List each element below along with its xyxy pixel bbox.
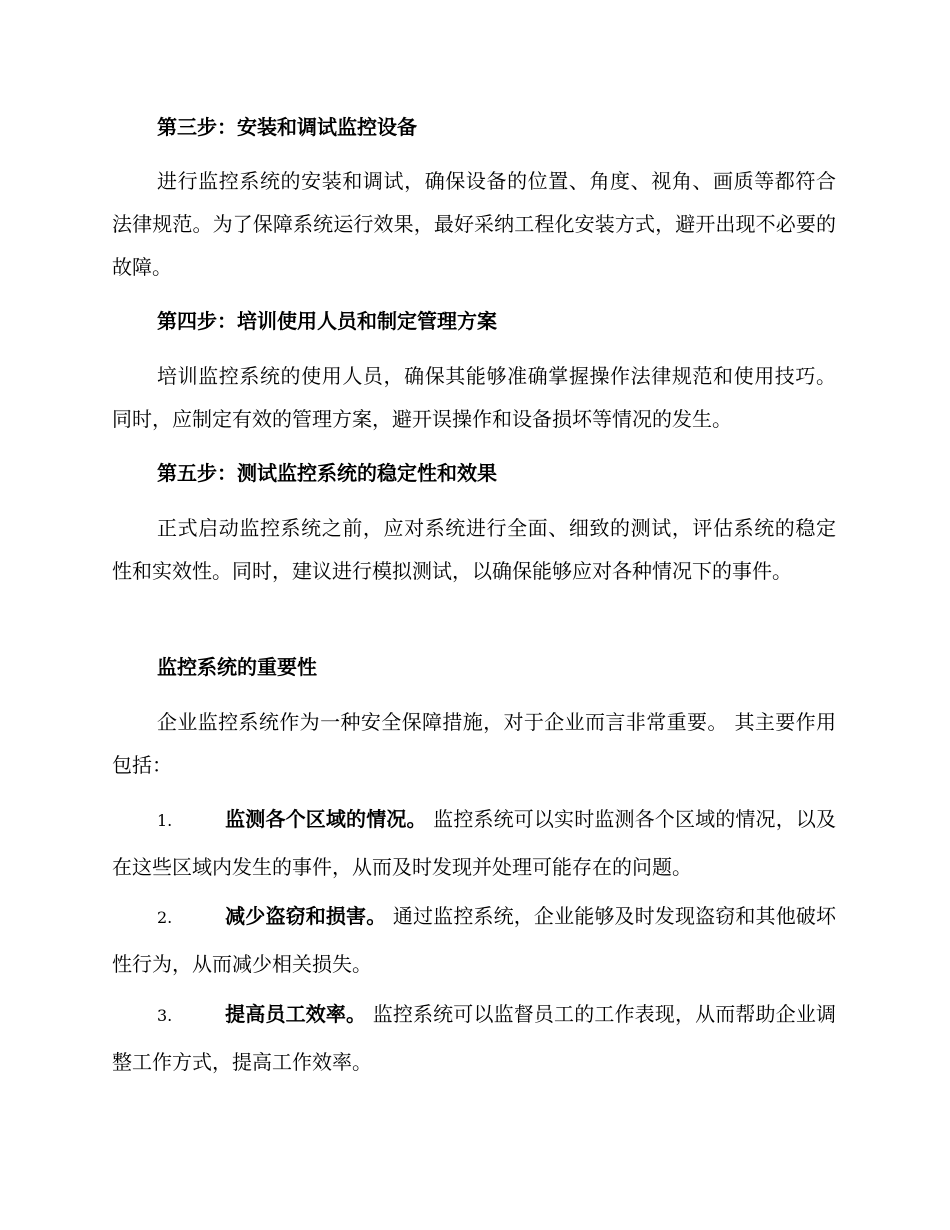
list-lead: 提高员工效率。 — [225, 1002, 367, 1026]
list-lead: 监测各个区域的情况。 — [225, 807, 427, 831]
list-number: 1. — [157, 811, 173, 830]
list-item-1 — [112, 796, 836, 891]
list-text: 监控系统可以实时监测各个区域的情况，以及在这些区域内发生的事件，从而及时发现并处理可能存在的问题。 — [112, 807, 837, 879]
list-item-2 — [112, 893, 836, 988]
list-number: 3. — [157, 1006, 173, 1025]
section-body-step-4: 培训监控系统的使用人员，确保其能够准确掌握操作法律规范和使用技巧。同时，应制定有效的管理方案，避开误操作和设备损坏等情况的发生。 — [112, 364, 836, 431]
section-heading-step-4: 第四步：培训使用人员和制定管理方案 — [157, 309, 497, 333]
section-body-step-3: 进行监控系统的安装和调试，确保设备的位置、角度、视角、画质等都符合法律规范。为了保障系统运行效果，最好采纳工程化安装方式，避开出现不必要的故障。 — [112, 169, 836, 279]
list-item-3 — [112, 991, 836, 1086]
list-text: 监控系统可以监督员工的工作表现，从而帮助企业调整工作方式，提高工作效率。 — [112, 1002, 837, 1074]
section-heading-importance: 监控系统的重要性 — [157, 655, 317, 679]
list-lead: 减少盗窃和损害。 — [225, 904, 387, 928]
section-heading-step-3: 第三步：安装和调试监控设备 — [157, 115, 417, 139]
section-body-importance: 企业监控系统作为一种安全保障措施，对于企业而言非常重要。 其主要作用包括： — [112, 710, 836, 777]
section-body-step-5: 正式启动监控系统之前，应对系统进行全面、细致的测试，评估系统的稳定性和实效性。同时，建议进行模拟测试，以确保能够应对各种情况下的事件。 — [112, 516, 836, 583]
list-text: 通过监控系统，企业能够及时发现盗窃和其他破坏性行为，从而减少相关损失。 — [112, 904, 837, 976]
section-heading-step-5: 第五步：测试监控系统的稳定性和效果 — [157, 461, 497, 485]
list-number: 2. — [157, 908, 173, 927]
